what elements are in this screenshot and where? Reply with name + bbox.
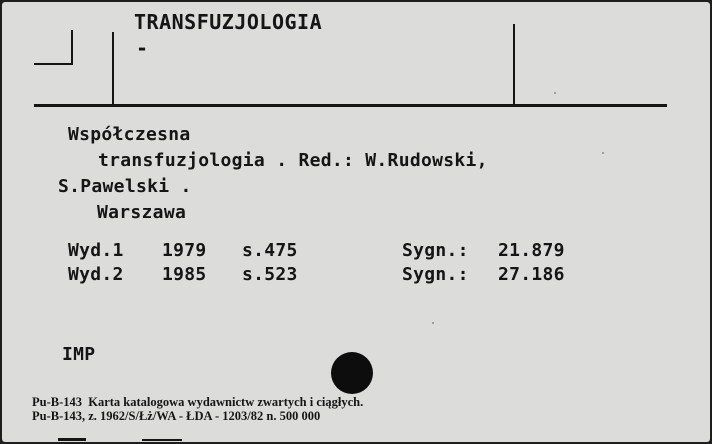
signature-number: 27.186 [498,264,565,285]
imp-stamp: IMP [62,344,96,365]
signature-label: Sygn.: [402,240,469,261]
right-divider [513,24,515,106]
left-divider [112,32,114,106]
punch-hole [331,352,373,394]
edge-mark [58,438,86,441]
form-footer-line-1: Pu-B-143 Karta katalogowa wydawnictw zwartych i ciągłych. [32,395,364,409]
edition-label: Wyd.1 [68,240,124,261]
corner-mark-horizontal [34,63,73,65]
subject-heading: TRANSFUZJOLOGIA [134,10,323,34]
edition-pages: s.523 [242,264,298,285]
title-line-2: transfuzjologia . Red.: W.Rudowski, [98,150,488,171]
signature-label: Sygn.: [402,264,469,285]
edition-label: Wyd.2 [68,264,124,285]
title-line-1: Współczesna [68,124,191,145]
form-footer-line-2: Pu-B-143, z. 1962/S/Łż/WA - ŁDA - 1203/82 n. 500 000 [32,409,321,423]
signature-number: 21.879 [498,240,565,261]
subject-dash: - [136,36,149,60]
header-rule [34,104,667,107]
paper-speck [432,322,434,324]
edge-mark [142,439,182,441]
catalog-card [2,2,710,442]
edition-pages: s.475 [242,240,298,261]
paper-speck [602,152,604,154]
title-line-3: S.Pawelski . [58,176,192,197]
corner-mark-vertical [71,30,73,64]
place-of-publication: Warszawa [97,202,187,223]
edition-year: 1979 [162,240,207,261]
edition-year: 1985 [162,264,207,285]
paper-speck [554,92,556,94]
